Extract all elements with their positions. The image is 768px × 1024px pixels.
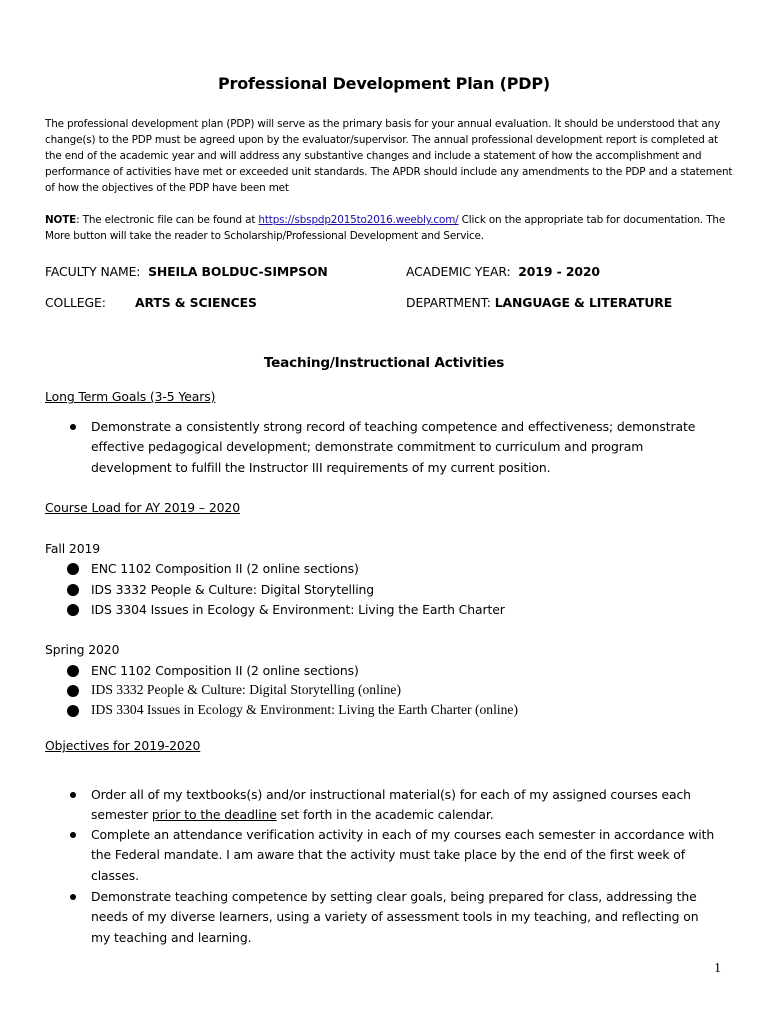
long-term-goals-heading: Long Term Goals (3-5 Years): [45, 389, 216, 404]
college-field: [45, 295, 106, 310]
bullet-icon: [70, 424, 76, 430]
bullet-icon: [67, 685, 79, 697]
faculty-name-value: SHEILA BOLDUC-SIMPSON: [148, 264, 328, 279]
department-field: [406, 295, 672, 310]
fall-course-item: IDS 3332 People & Culture: Digital Storytelling: [91, 582, 375, 597]
documentation-link[interactable]: https://sbspdp2015to2016.weebly.com/: [258, 214, 459, 226]
note-text-after: Click on the appropriate tab for documentation. The More button will take the reader to Scholarship/Professional Development and Service.: [45, 214, 726, 242]
objective-item: Complete an attendance verification activity in each of my courses each semester in accordance with the Federal mandate. I am aware that the activity must take place by the end of the first week of classes.: [91, 827, 715, 883]
department-value: LANGUAGE & LITERATURE: [494, 295, 673, 310]
document-title: Professional Development Plan (PDP): [218, 74, 550, 93]
bullet-icon: [70, 792, 76, 798]
academic-year-value: 2019 - 2020: [518, 264, 600, 279]
academic-year-field: [406, 264, 600, 279]
page-number: 1: [714, 961, 721, 976]
bullet-icon: [67, 563, 79, 575]
bullet-icon: [67, 584, 79, 596]
faculty-name-label: FACULTY NAME:: [45, 264, 141, 279]
bullet-icon: [67, 705, 79, 717]
course-load-heading: Course Load for AY 2019 – 2020: [45, 500, 240, 515]
bullet-icon: [67, 604, 79, 616]
section-heading: Teaching/Instructional Activities: [263, 355, 505, 371]
college-value: ARTS & SCIENCES: [135, 295, 257, 310]
objective-text: set forth in the academic calendar.: [276, 807, 494, 823]
objective-deadline-emphasis: prior to the deadline: [151, 807, 277, 823]
objective-item: [91, 785, 721, 826]
spring-course-item: ENC 1102 Composition II (2 online sections): [91, 663, 359, 678]
spring-course-item: IDS 3304 Issues in Ecology & Environment: Living the Earth Charter (online): [91, 702, 518, 717]
spring-course-item: IDS 3332 People & Culture: Digital Storytelling (online): [91, 682, 401, 697]
note-text-before: : The electronic file can be found at: [76, 214, 259, 226]
department-label: DEPARTMENT:: [406, 295, 491, 310]
objective-text: Order all of my textbooks(s) and/or instructional material(s) for each of my assigned courses each semester: [91, 787, 691, 823]
fall-term-label: Fall 2019: [45, 541, 101, 556]
academic-year-label: ACADEMIC YEAR:: [406, 264, 511, 279]
note-paragraph: [45, 212, 735, 244]
objectives-heading: Objectives for 2019-2020: [45, 738, 201, 753]
spring-term-label: Spring 2020: [45, 642, 120, 657]
college-value-wrap: [135, 295, 257, 310]
intro-paragraph: The professional development plan (PDP) will serve as the primary basis for your annual evaluation. It should be understood that any change(s) to the PDP must be agreed upon by the evaluator/supervisor. The annual professional development report is completed at the end of the academic year and will address any substantive changes and include a statement of how the accomplishment and performance of activities have met or exceeded unit standards. The APDR should include any amendments to the PDP and a statement of how the objectives of the PDP have been met: [45, 118, 733, 194]
bullet-icon: [70, 832, 76, 838]
note-label: NOTE: [45, 214, 77, 226]
college-label: COLLEGE:: [45, 295, 106, 310]
fall-course-item: IDS 3304 Issues in Ecology & Environment: Living the Earth Charter: [91, 602, 505, 617]
bullet-icon: [70, 894, 76, 900]
objective-item: Demonstrate teaching competence by setting clear goals, being prepared for class, addressing the needs of my diverse learners, using a variety of assessment tools in my teaching, and reflecting on my teaching and learning.: [91, 889, 699, 945]
fall-course-item: ENC 1102 Composition II (2 online sections): [91, 561, 359, 576]
faculty-name-field: [45, 264, 328, 279]
long-term-goal-item: Demonstrate a consistently strong record of teaching competence and effectiveness; demonstrate effective pedagogical development; demonstrate commitment to curriculum and program development to fulfill the Instructor III requirements of my current position.: [91, 419, 696, 475]
bullet-icon: [67, 665, 79, 677]
